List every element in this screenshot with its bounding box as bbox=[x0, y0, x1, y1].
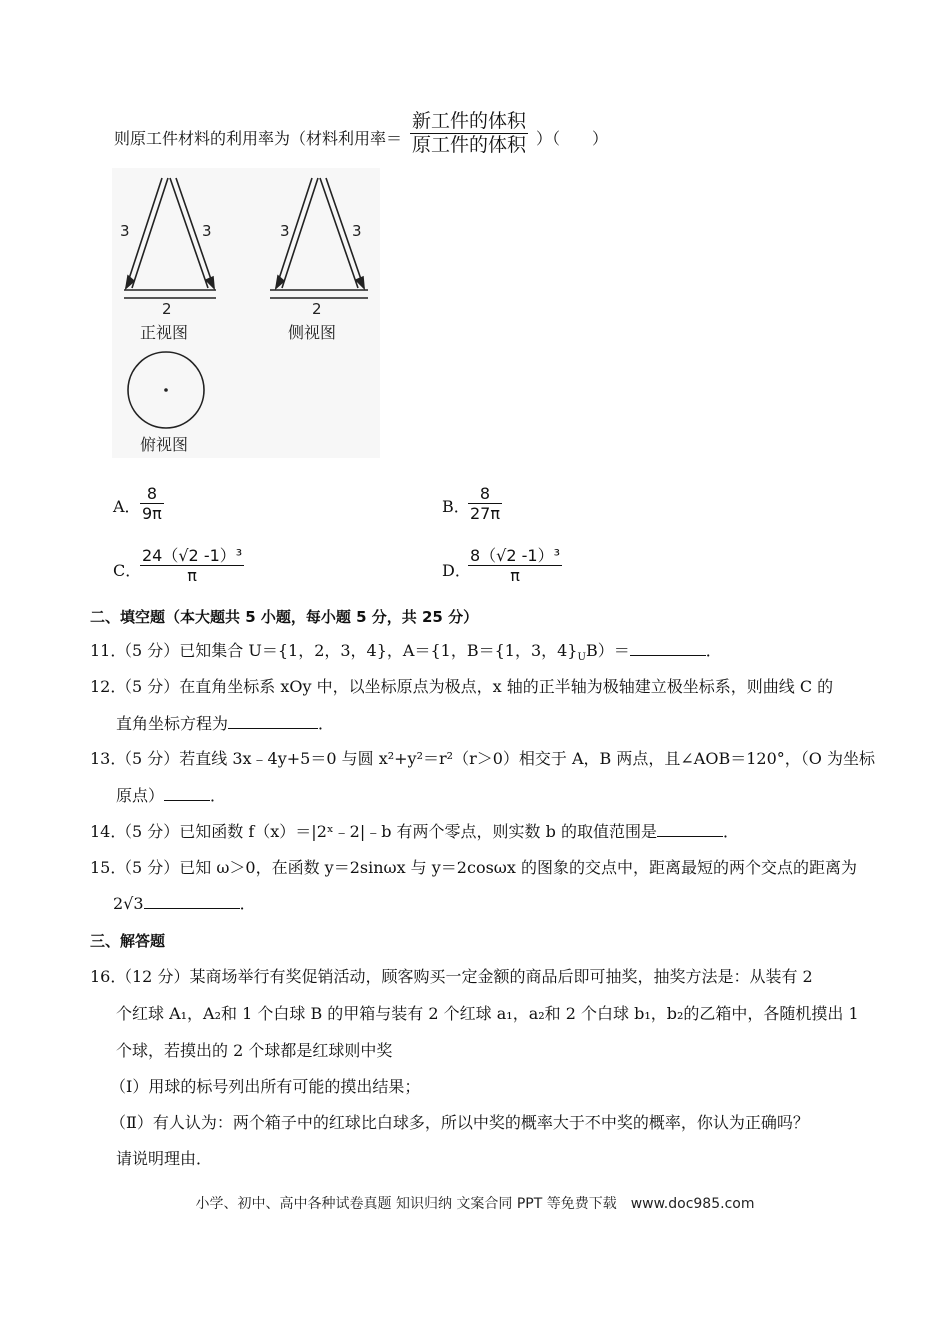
front-base-label: 2 bbox=[162, 300, 172, 318]
option-d-denominator: π bbox=[468, 565, 562, 585]
front-view-label: 正视图 bbox=[140, 323, 189, 342]
option-d-numerator: 8（√2 -1）³ bbox=[470, 546, 561, 565]
front-edge-right-label: 3 bbox=[202, 222, 212, 240]
three-view-figure bbox=[112, 168, 380, 458]
q13-answer-blank[interactable] bbox=[164, 786, 210, 801]
option-d-fraction bbox=[468, 546, 562, 585]
option-b-letter: B． bbox=[442, 497, 470, 516]
q13-line1: （5 分）若直线 3x﹣4y+5＝0 与圆 x²+y²＝r²（r＞0）相交于 A，B 两点，且∠AOB＝120°，（O 为坐标 bbox=[116, 749, 875, 768]
option-c-numerator: 24（√2 -1）³ bbox=[142, 546, 243, 565]
option-b-denominator: 27π bbox=[470, 504, 500, 523]
q15-number: 15． bbox=[90, 858, 127, 877]
q14-end: ． bbox=[722, 822, 739, 841]
section-solution-heading: 三、解答题 bbox=[90, 932, 166, 950]
option-c-fraction bbox=[140, 546, 244, 585]
section-fill-in-heading: 二、填空题（本大题共 5 小题，每小题 5 分，共 25 分） bbox=[90, 608, 479, 626]
q12-prompt: 直角坐标方程为 bbox=[116, 714, 229, 733]
q13-prompt: 原点） bbox=[116, 786, 165, 805]
q12-answer-blank[interactable] bbox=[228, 714, 318, 729]
q11-answer-blank[interactable] bbox=[630, 641, 706, 656]
q15-line1: （5 分）已知 ω＞0，在函数 y＝2sinωx 与 y＝2cosωx 的图象的交点中，距离最短的两个交点的距离为 bbox=[116, 858, 857, 877]
q13-line2 bbox=[116, 785, 226, 807]
option-c-letter: C． bbox=[113, 561, 142, 580]
q14-text bbox=[116, 821, 739, 843]
q16-part1: （Ⅰ）用球的标号列出所有可能的摸出结果； bbox=[110, 1077, 421, 1096]
q15-answer: 2√3 bbox=[113, 894, 144, 913]
option-a-denominator: 9π bbox=[142, 504, 162, 523]
q12-number: 12． bbox=[90, 677, 127, 696]
q13-end: ． bbox=[210, 786, 227, 805]
side-view-label: 侧视图 bbox=[288, 323, 337, 342]
q11-tail: B）＝ bbox=[585, 641, 630, 660]
q11-subscript: U bbox=[577, 652, 586, 664]
option-a-letter: A． bbox=[113, 497, 141, 516]
side-base-label: 2 bbox=[312, 300, 322, 318]
circle-center-dot bbox=[164, 388, 168, 392]
top-view-label: 俯视图 bbox=[140, 435, 189, 454]
q14-number: 14． bbox=[90, 822, 127, 841]
intro-suffix: ）（ ） bbox=[536, 129, 609, 148]
q12-line2 bbox=[116, 713, 334, 735]
q16-line3: 个球，若摸出的 2 个球都是红球则中奖 bbox=[116, 1041, 393, 1060]
q16-line1: （12 分）某商场举行有奖促销活动，顾客购买一定金额的商品后即可抽奖，抽奖方法是：从装有 2 bbox=[116, 967, 813, 986]
q13-number: 13． bbox=[90, 749, 127, 768]
side-edge-right-label: 3 bbox=[352, 222, 362, 240]
side-edge-left-label: 3 bbox=[280, 222, 290, 240]
option-c-denominator: π bbox=[140, 565, 244, 585]
q14-answer-blank[interactable] bbox=[657, 822, 723, 837]
option-a-fraction bbox=[140, 484, 164, 523]
q15-end: ． bbox=[239, 894, 256, 913]
q11-end: ． bbox=[705, 641, 722, 660]
q16-part2-cont: 请说明理由． bbox=[116, 1149, 213, 1168]
front-edge-left-label: 3 bbox=[120, 222, 130, 240]
intro-prefix: 则原工件材料的利用率为（材料利用率＝ bbox=[114, 129, 403, 148]
q11-text bbox=[116, 640, 722, 662]
q16-line2: 个红球 A₁，A₂和 1 个白球 B 的甲箱与装有 2 个红球 a₁，a₂和 2 个白球 b₁，b₂的乙箱中，各随机摸出 1 bbox=[116, 1004, 859, 1023]
q12-end: ． bbox=[318, 714, 335, 733]
q14-stem: （5 分）已知函数 f（x）＝|2ˣ﹣2|﹣b 有两个零点，则实数 b 的取值范围是 bbox=[116, 822, 657, 841]
q11-number: 11． bbox=[90, 641, 127, 660]
utilization-fraction bbox=[410, 110, 528, 157]
fraction-numerator: 新工件的体积 bbox=[412, 110, 527, 132]
option-a-numerator: 8 bbox=[146, 484, 157, 503]
option-d-letter: D． bbox=[442, 561, 471, 580]
option-b-numerator: 8 bbox=[479, 484, 491, 503]
q15-line2 bbox=[113, 893, 256, 915]
q16-part2: （Ⅱ）有人认为：两个箱子中的红球比白球多，所以中奖的概率大于不中奖的概率，你认为正确吗？ bbox=[110, 1113, 809, 1132]
fraction-denominator: 原工件的体积 bbox=[412, 134, 527, 156]
q16-number: 16． bbox=[90, 967, 127, 986]
option-b-fraction bbox=[468, 484, 502, 523]
page-footer: 小学、初中、高中各种试卷真题 知识归纳 文案合同 PPT 等免费下载 www.doc985.com bbox=[195, 1196, 755, 1212]
q11-stem: （5 分）已知集合 U＝{1，2，3，4}，A＝{1，B＝{1，3，4} bbox=[116, 641, 578, 660]
q12-line1: （5 分）在直角坐标系 xOy 中，以坐标原点为极点，x 轴的正半轴为极轴建立极坐标系，则曲线 C 的 bbox=[116, 677, 834, 696]
q15-answer-blank[interactable] bbox=[144, 894, 240, 909]
